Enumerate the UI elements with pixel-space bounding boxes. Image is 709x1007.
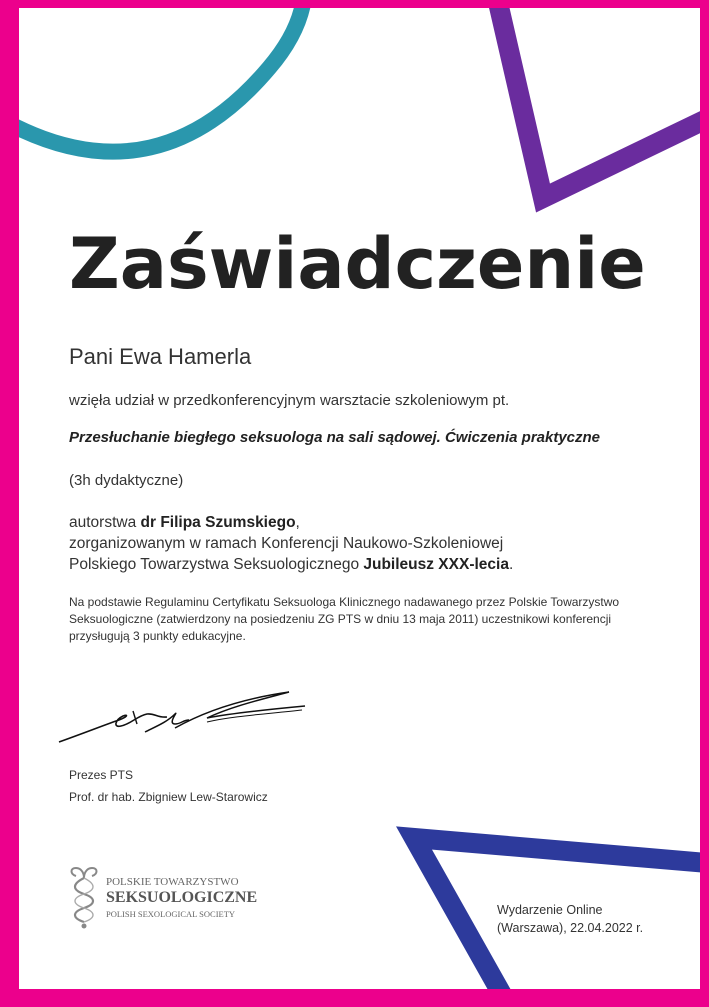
workshop-title: Przesłuchanie biegłego seksuologa na sali sądowej. Ćwiczenia praktyczne [69, 429, 601, 446]
society-logo [66, 866, 266, 936]
author-name: dr Filipa Szumskiego [140, 514, 296, 531]
event-info [497, 901, 643, 937]
author-line [69, 512, 513, 533]
organized-line: zorganizowanym w ramach Konferencji Naukowo-Szkoleniowej [69, 535, 504, 552]
handwritten-signature [57, 684, 307, 754]
teal-arc [19, 8, 304, 152]
author-suffix: , [295, 514, 300, 531]
certificate-title: Zaświadczenie [69, 223, 646, 305]
logo-text [106, 876, 257, 919]
jubilee-label: Jubileusz XXX-lecia [363, 556, 509, 573]
participation-text: wzięła udział w przedkonferencyjnym warsztacie szkoleniowym pt. [69, 392, 510, 409]
logo-line3: POLISH SEXOLOGICAL SOCIETY [106, 909, 236, 919]
author-block [69, 512, 513, 575]
author-prefix: autorstwa [69, 514, 141, 531]
workshop-hours: (3h dydaktyczne) [69, 472, 184, 489]
caduceus-icon [66, 866, 102, 930]
certificate-page [19, 8, 700, 989]
jubilee-suffix: . [508, 556, 514, 573]
society-line [69, 554, 513, 575]
signatory-name: Prof. dr hab. Zbigniew Lew-Starowicz [69, 790, 268, 804]
society-prefix: Polskiego Towarzystwa Seksuologicznego [69, 556, 364, 573]
purple-corner-shape [497, 8, 700, 198]
recipient-name: Pani Ewa Hamerla [69, 344, 252, 369]
event-type: Wydarzenie Online [497, 903, 603, 917]
signatory-role: Prezes PTS [69, 768, 134, 782]
rules-paragraph: Na podstawie Regulaminu Certyfikatu Seksuologa Klinicznego nadawanego przez Polskie Towarzystwo Seksuologiczne (zatwierdzony na posiedzeniu ZG PTS w dniu 13 maja 2011) uczestnikowi konferencji przysługują 3 punkty edukacyjne. [69, 595, 620, 643]
event-place-date: (Warszawa), 22.04.2022 r. [497, 921, 644, 935]
logo-line2: SEKSUOLOGICZNE [106, 889, 258, 906]
decorative-shapes [19, 8, 700, 989]
logo-line1: POLSKIE TOWARZYSTWO [106, 876, 239, 888]
